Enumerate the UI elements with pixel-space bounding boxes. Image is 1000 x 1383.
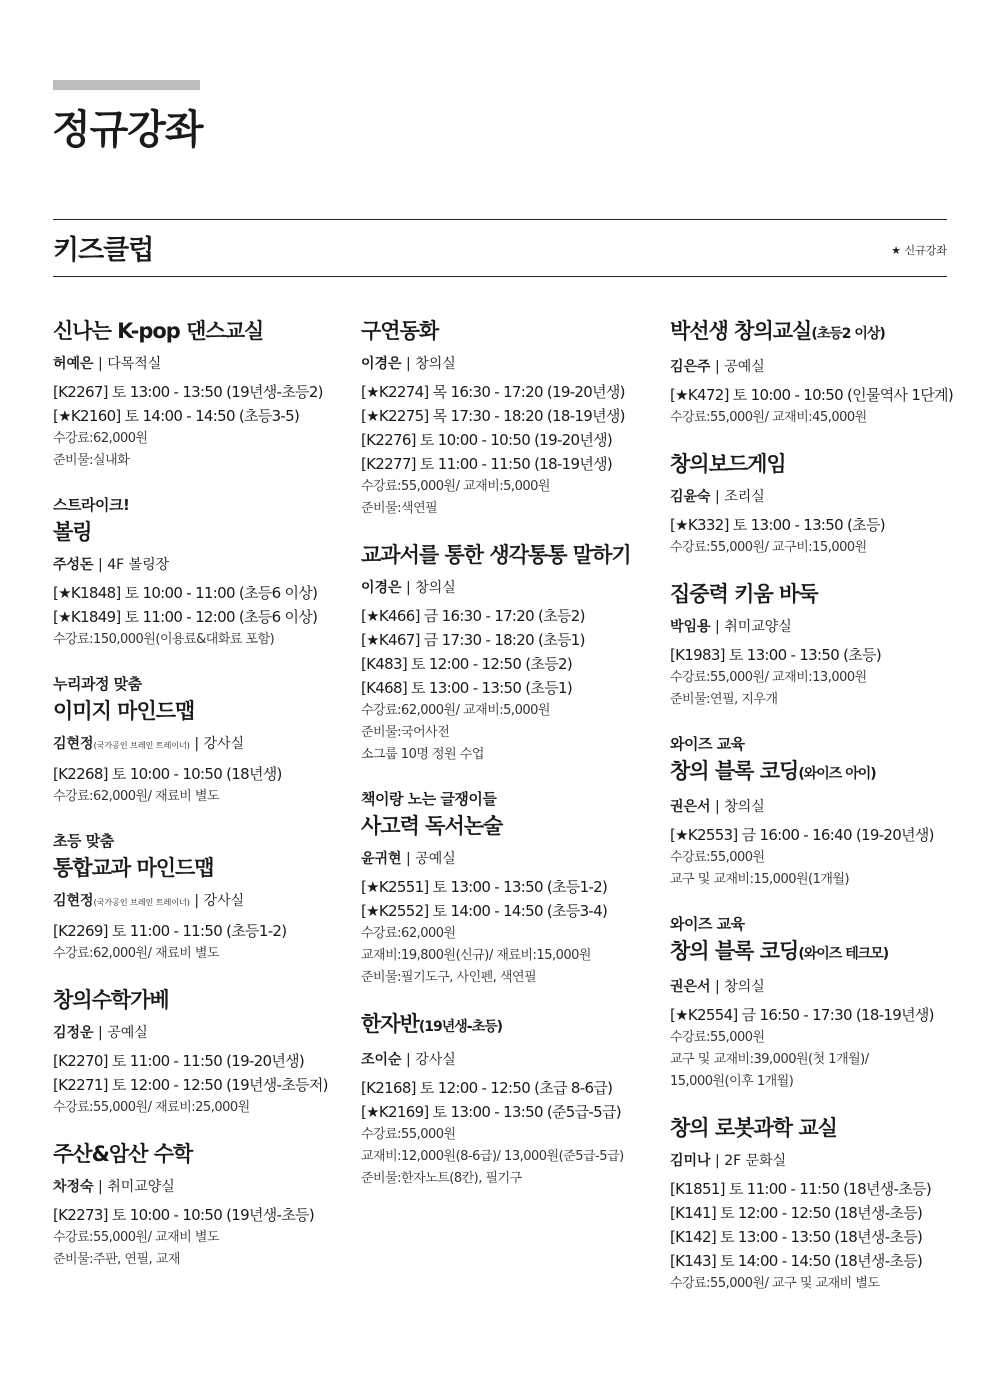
- course-teacher: [53, 734, 343, 756]
- course-teacher: [361, 578, 651, 598]
- teacher-separator: |: [401, 356, 416, 372]
- course-block: [670, 733, 960, 891]
- course-title-text: 박선생 창의교실: [670, 319, 812, 343]
- course-session: [K1851] 토 11:00 - 11:50 (18년생-초등): [670, 1180, 931, 1198]
- teacher-separator: |: [710, 489, 725, 505]
- course-block: [53, 830, 343, 965]
- course-title: [53, 1141, 343, 1167]
- course-room: 다목적실: [107, 356, 162, 372]
- course-teacher: [53, 891, 343, 913]
- course-session: [★K467] 금 17:30 - 18:20 (초등1): [361, 631, 585, 649]
- course-title: [361, 1011, 651, 1040]
- course-teacher: [670, 617, 960, 637]
- course-room: 창의실: [415, 580, 456, 596]
- course-room: 강사실: [415, 1052, 456, 1068]
- course-fee-info: 수강료:55,000원/ 교구 및 교재비 별도: [670, 1276, 880, 1291]
- course-fee-info: 수강료:55,000원/ 교재비:45,000원: [670, 410, 867, 425]
- course-teacher: [53, 1177, 343, 1197]
- teacher-separator: |: [93, 557, 108, 573]
- course-block: [361, 788, 651, 989]
- course-session: [★K466] 금 16:30 - 17:20 (초등2): [361, 607, 585, 625]
- course-subtitle: 스트라이크!: [53, 496, 130, 514]
- course-block: [670, 318, 960, 429]
- course-title-text: 창의 블록 코딩: [670, 939, 799, 963]
- course-teacher: [670, 1151, 960, 1171]
- course-teacher: [670, 977, 960, 997]
- course-fee-info: 수강료:55,000원: [670, 1030, 765, 1045]
- course-block: [670, 1115, 960, 1295]
- course-title-text: 주산&암산 수학: [53, 1142, 193, 1166]
- course-room: 취미교양실: [107, 1179, 175, 1195]
- course-title: [53, 318, 343, 344]
- course-session: [K142] 토 13:00 - 13:50 (18년생-초등): [670, 1228, 923, 1246]
- course-block: [53, 318, 343, 472]
- teacher-name: 차정숙: [53, 1179, 94, 1195]
- course-fee-info: 교구 및 교재비:39,000원(첫 1개월)/: [670, 1052, 869, 1067]
- course-title-note: (19년생-초등): [418, 1019, 503, 1035]
- course-teacher: [53, 354, 343, 374]
- section-bottom-rule: [53, 276, 947, 277]
- page-title: 정규강좌: [52, 107, 203, 153]
- course-teacher: [53, 555, 343, 575]
- teacher-note: (국가공인 브레인 트레이너): [93, 898, 190, 907]
- teacher-separator: |: [710, 619, 725, 635]
- course-title-text: 창의 로봇과학 교실: [670, 1116, 837, 1140]
- course-session: [★K1849] 토 11:00 - 12:00 (초등6 이상): [53, 608, 318, 626]
- course-fee-info: 수강료:62,000원: [361, 926, 456, 941]
- teacher-name: 권은서: [670, 799, 711, 815]
- teacher-name: 김정운: [53, 1025, 94, 1041]
- course-title-text: 창의수학가베: [53, 988, 169, 1012]
- course-block: [670, 913, 960, 1093]
- course-title: [670, 758, 960, 787]
- course-fee-info: 수강료:55,000원/ 교재비:5,000원: [361, 479, 550, 494]
- course-room: 강사실: [203, 893, 245, 909]
- course-session: [★K2274] 목 16:30 - 17:20 (19-20년생): [361, 383, 625, 401]
- course-teacher: [670, 797, 960, 817]
- course-fee-info: 수강료:55,000원/ 교재비:13,000원: [670, 670, 867, 685]
- course-fee-info: 수강료:62,000원: [53, 431, 148, 446]
- teacher-name: 이경은: [361, 580, 402, 596]
- course-session: [K2268] 토 10:00 - 10:50 (18년생): [53, 765, 282, 783]
- course-fee-info: 준비물:필기도구, 사인펜, 색연필: [361, 970, 537, 985]
- course-teacher: [361, 849, 651, 869]
- course-title-text: 창의보드게임: [670, 452, 786, 476]
- course-teacher: [361, 354, 651, 374]
- course-fee-info: 15,000원(이후 1개월): [670, 1074, 794, 1089]
- teacher-separator: |: [93, 356, 108, 372]
- teacher-separator: |: [401, 851, 416, 867]
- course-title-text: 사고력 독서논술: [361, 814, 503, 838]
- teacher-separator: |: [710, 1153, 725, 1169]
- course-fee-info: 교재비:12,000원(8-6급)/ 13,000원(준5급-5급): [361, 1149, 624, 1164]
- course-title-text: 창의 블록 코딩: [670, 759, 799, 783]
- course-teacher: [670, 487, 960, 507]
- course-title-note: (와이즈 테크모): [798, 946, 889, 962]
- course-block: [670, 451, 960, 559]
- teacher-name: 김미나: [670, 1153, 711, 1169]
- course-teacher: [53, 1023, 343, 1043]
- course-title-note: (초등2 이상): [811, 326, 885, 342]
- course-session: [K2270] 토 11:00 - 11:50 (19-20년생): [53, 1052, 305, 1070]
- course-block: [361, 318, 651, 520]
- teacher-name: 김현정: [53, 736, 94, 752]
- course-session: [★K2552] 토 14:00 - 14:50 (초등3-4): [361, 902, 608, 920]
- course-subtitle: 와이즈 교육: [670, 915, 745, 933]
- course-fee-info: 수강료:55,000원/ 교구비:15,000원: [670, 540, 867, 555]
- teacher-name: 김은주: [670, 359, 711, 375]
- teacher-separator: |: [710, 359, 725, 375]
- course-fee-info: 소그룹 10명 정원 수업: [361, 747, 484, 762]
- teacher-separator: |: [710, 979, 725, 995]
- course-room: 창의실: [724, 799, 765, 815]
- course-room: 취미교양실: [724, 619, 792, 635]
- course-session: [K2277] 토 11:00 - 11:50 (18-19년생): [361, 455, 613, 473]
- section-top-rule: [53, 219, 947, 220]
- course-title: [670, 581, 960, 607]
- course-session: [★K472] 토 10:00 - 10:50 (인물역사 1단계): [670, 386, 953, 404]
- course-fee-info: 수강료:62,000원/ 교재비:5,000원: [361, 703, 550, 718]
- course-subtitle: 책이랑 노는 글쟁이들: [361, 790, 497, 808]
- course-room: 창의실: [415, 356, 456, 372]
- course-block: [53, 1141, 343, 1271]
- teacher-note: (국가공인 브레인 트레이너): [93, 741, 190, 750]
- course-fee-info: 교구 및 교재비:15,000원(1개월): [670, 872, 850, 887]
- course-fee-info: 준비물:국어사전: [361, 725, 450, 740]
- course-column-2: [361, 318, 651, 1212]
- course-subtitle: 와이즈 교육: [670, 735, 745, 753]
- section-title: 키즈클럽: [53, 235, 154, 266]
- course-block: [53, 494, 343, 651]
- course-fee-info: 수강료:150,000원(이용료&대화료 포함): [53, 632, 275, 647]
- teacher-name: 권은서: [670, 979, 711, 995]
- course-session: [K2168] 토 12:00 - 12:50 (초급 8-6급): [361, 1079, 613, 1097]
- course-room: 공예실: [415, 851, 456, 867]
- teacher-separator: |: [710, 799, 725, 815]
- course-session: [★K2551] 토 13:00 - 13:50 (초등1-2): [361, 878, 608, 896]
- course-session: [K1983] 토 13:00 - 13:50 (초등): [670, 646, 881, 664]
- teacher-name: 조이순: [361, 1052, 402, 1068]
- course-fee-info: 준비물:한자노트(8칸), 필기구: [361, 1171, 522, 1186]
- course-teacher: [670, 357, 960, 377]
- course-title: [361, 318, 651, 344]
- course-block: [53, 987, 343, 1119]
- teacher-name: 박임용: [670, 619, 711, 635]
- course-fee-info: 수강료:55,000원: [361, 1127, 456, 1142]
- course-subtitle: 초등 맞춤: [53, 832, 114, 850]
- teacher-separator: |: [189, 893, 204, 909]
- course-title: [361, 542, 651, 568]
- course-title-text: 볼링: [53, 520, 92, 544]
- course-title-text: 집중력 키움 바둑: [670, 582, 818, 606]
- new-course-legend: ★ 신규강좌: [891, 244, 947, 257]
- course-session: [★K2169] 토 13:00 - 13:50 (준5급-5급): [361, 1103, 621, 1121]
- course-room: 공예실: [724, 359, 765, 375]
- teacher-name: 김현정: [53, 893, 94, 909]
- teacher-name: 이경은: [361, 356, 402, 372]
- teacher-name: 윤귀현: [361, 851, 402, 867]
- course-fee-info: 준비물:주판, 연필, 교재: [53, 1252, 180, 1267]
- course-title: [53, 698, 343, 724]
- course-session: [★K2553] 금 16:00 - 16:40 (19-20년생): [670, 826, 934, 844]
- course-fee-info: 준비물:연필, 지우개: [670, 692, 778, 707]
- course-block: [361, 542, 651, 766]
- course-title-text: 구연동화: [361, 319, 439, 343]
- course-title: [361, 813, 651, 839]
- title-accent-bar: [53, 80, 200, 90]
- course-session: [★K2275] 목 17:30 - 18:20 (18-19년생): [361, 407, 625, 425]
- course-session: [★K1848] 토 10:00 - 11:00 (초등6 이상): [53, 584, 318, 602]
- course-title-text: 이미지 마인드맵: [53, 699, 195, 723]
- teacher-separator: |: [401, 1052, 416, 1068]
- course-title: [670, 318, 960, 347]
- teacher-separator: |: [93, 1025, 108, 1041]
- course-title-note: (와이즈 아이): [798, 766, 876, 782]
- course-title-text: 교과서를 통한 생각통통 말하기: [361, 543, 631, 567]
- course-title: [53, 519, 343, 545]
- course-fee-info: 준비물:실내화: [53, 453, 130, 468]
- course-session: [K143] 토 14:00 - 14:50 (18년생-초등): [670, 1252, 923, 1270]
- course-session: [K2269] 토 11:00 - 11:50 (초등1-2): [53, 922, 287, 940]
- course-room: 조리실: [724, 489, 765, 505]
- course-fee-info: 수강료:62,000원/ 재료비 별도: [53, 946, 220, 961]
- teacher-separator: |: [189, 736, 204, 752]
- course-session: [K2273] 토 10:00 - 10:50 (19년생-초등): [53, 1206, 314, 1224]
- course-fee-info: 준비물:색연필: [361, 501, 438, 516]
- teacher-name: 김윤숙: [670, 489, 711, 505]
- course-title: [670, 938, 960, 967]
- course-room: 4F 볼링장: [107, 557, 170, 573]
- course-session: [K141] 토 12:00 - 12:50 (18년생-초등): [670, 1204, 923, 1222]
- course-title-text: 통합교과 마인드맵: [53, 856, 214, 880]
- course-block: [361, 1011, 651, 1190]
- course-teacher: [361, 1050, 651, 1070]
- course-room: 강사실: [203, 736, 245, 752]
- course-session: [★K332] 토 13:00 - 13:50 (초등): [670, 516, 885, 534]
- course-room: 창의실: [724, 979, 765, 995]
- course-session: [★K2554] 금 16:50 - 17:30 (18-19년생): [670, 1006, 934, 1024]
- course-session: [K2276] 토 10:00 - 10:50 (19-20년생): [361, 431, 613, 449]
- course-title: [53, 855, 343, 881]
- course-room: 공예실: [107, 1025, 148, 1041]
- course-fee-info: 수강료:55,000원: [670, 850, 765, 865]
- course-fee-info: 수강료:55,000원/ 재료비:25,000원: [53, 1100, 250, 1115]
- course-session: [K483] 토 12:00 - 12:50 (초등2): [361, 655, 572, 673]
- teacher-name: 허예은: [53, 356, 94, 372]
- course-session: [K468] 토 13:00 - 13:50 (초등1): [361, 679, 572, 697]
- course-block: [53, 673, 343, 808]
- course-session: [K2267] 토 13:00 - 13:50 (19년생-초등2): [53, 383, 323, 401]
- course-fee-info: 수강료:62,000원/ 재료비 별도: [53, 789, 220, 804]
- course-column-3: [670, 318, 960, 1317]
- course-title: [670, 451, 960, 477]
- course-fee-info: 수강료:55,000원/ 교재비 별도: [53, 1230, 220, 1245]
- teacher-separator: |: [93, 1179, 108, 1195]
- course-title: [670, 1115, 960, 1141]
- course-fee-info: 교재비:19,800원(신규)/ 재료비:15,000원: [361, 948, 591, 963]
- course-title: [53, 987, 343, 1013]
- course-session: [★K2160] 토 14:00 - 14:50 (초등3-5): [53, 407, 300, 425]
- course-room: 2F 문화실: [724, 1153, 787, 1169]
- course-subtitle: 누리과정 맞춤: [53, 675, 142, 693]
- course-title-text: 신나는 K-pop 댄스교실: [53, 319, 264, 343]
- course-block: [670, 581, 960, 711]
- teacher-name: 주성돈: [53, 557, 94, 573]
- course-column-1: [53, 318, 343, 1293]
- teacher-separator: |: [401, 580, 416, 596]
- course-session: [K2271] 토 12:00 - 12:50 (19년생-초등저): [53, 1076, 328, 1094]
- course-title-text: 한자반: [361, 1012, 419, 1036]
